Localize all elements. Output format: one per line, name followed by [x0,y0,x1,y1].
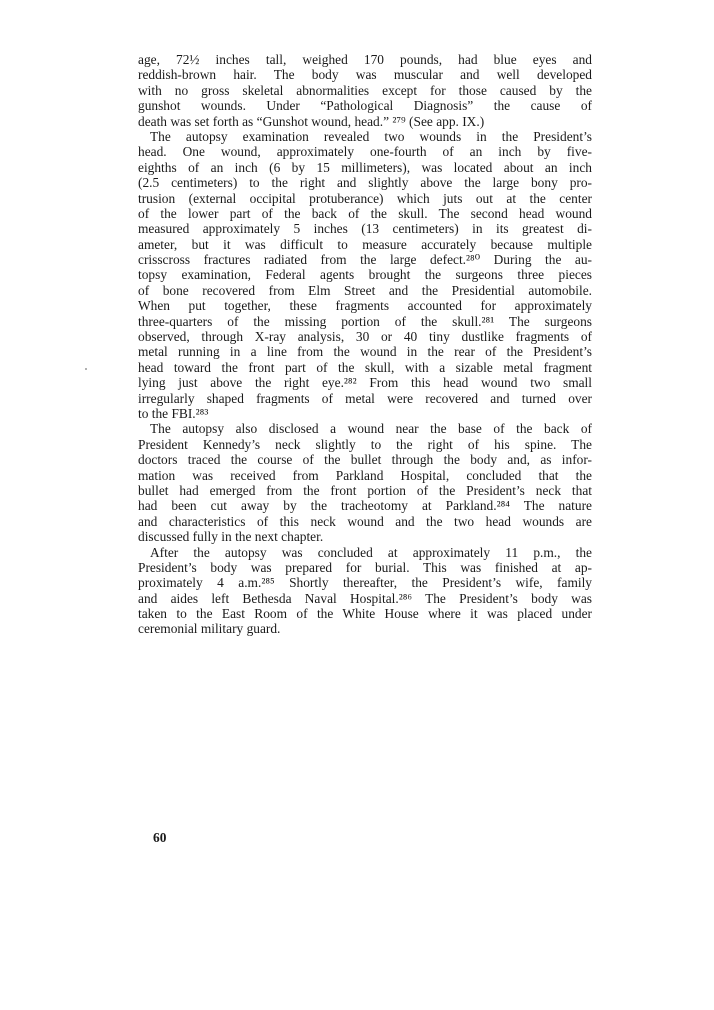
text-line: crisscross fractures radiated from the large defect.²⁸⁰ During the au- [138,252,592,268]
text-line: age, 72½ inches tall, weighed 170 pounds, had blue eyes and [138,52,592,67]
text-line: When put together, these fragments accounted for approximately [138,298,592,314]
text-line: The autopsy examination revealed two wounds in the President’s [150,128,592,144]
text-line: reddish-brown hair. The body was muscular and well developed [138,67,592,83]
text-line: mation was received from Parkland Hospital, concluded that the [138,467,592,483]
text-line: President’s body was prepared for burial. This was finished at ap- [138,559,592,575]
scan-speck [85,368,87,370]
text-line: and aides left Bethesda Naval Hospital.²⁸⁶ The President’s body was [138,590,592,606]
text-line: (2.5 centimeters) to the right and slightly above the large bony pro- [138,175,592,191]
text-line: with no gross skeletal abnormalities except for those caused by the [138,82,592,98]
text-line: of the lower part of the back of the skull. The second head wound [138,205,592,221]
paragraph [138,52,592,129]
text-line: taken to the East Room of the White House where it was placed under [138,606,592,622]
text-line: to the FBI.²⁸³ [138,405,209,421]
text-line: doctors traced the course of the bullet through the body and, as infor- [138,452,592,468]
text-line: ceremonial military guard. [138,621,281,637]
text-line: ameter, but it was difficult to measure accurately because multiple [138,236,592,252]
text-line: measured approximately 5 inches (13 centimeters) in its greatest di- [138,221,592,237]
text-line: metal running in a line from the wound in the rear of the President’s [138,344,592,360]
paragraph [138,545,592,637]
text-line: lying just above the right eye.²⁸² From this head wound two small [138,375,592,391]
text-line: of bone recovered from Elm Street and the Presidential automobile. [138,282,592,298]
text-line: irregularly shaped fragments of metal were recovered and turned over [138,390,592,406]
text-line: had been cut away by the tracheotomy at Parkland.²⁸⁴ The nature [138,498,592,514]
paragraph [138,421,592,544]
text-line: discussed fully in the next chapter. [138,529,324,545]
text-line: topsy examination, Federal agents brought the surgeons three pieces [138,267,592,283]
text-line: head. One wound, approximately one-fourth of an inch by five- [138,144,592,160]
body-text [138,52,592,637]
text-line: death was set forth as “Gunshot wound, head.” ²⁷⁹ (See app. IX.) [138,113,485,129]
text-line: eighths of an inch (6 by 15 millimeters), was located about an inch [138,159,592,175]
text-line: head toward the front part of the skull, with a sizable metal fragment [138,359,592,375]
paragraph [138,129,592,421]
text-line: and characteristics of this neck wound and the two head wounds are [138,513,592,529]
text-line: President Kennedy’s neck slightly to the right of his spine. The [138,436,592,452]
text-line: trusion (external occipital protuberance) which juts out at the center [138,190,592,206]
text-line: After the autopsy was concluded at approximately 11 p.m., the [150,544,592,560]
text-line: proximately 4 a.m.²⁸⁵ Shortly thereafter, the President’s wife, family [138,575,592,591]
text-line: observed, through X-ray analysis, 30 or 40 tiny dustlike fragments of [138,329,592,345]
text-line: The autopsy also disclosed a wound near the base of the back of [150,421,592,437]
text-line: gunshot wounds. Under “Pathological Diagnosis” the cause of [138,98,592,114]
text-line: bullet had emerged from the front portion of the President’s neck that [138,482,592,498]
text-line: three-quarters of the missing portion of the skull.²⁸¹ The surgeons [138,313,592,329]
page-number: 60 [153,830,167,845]
